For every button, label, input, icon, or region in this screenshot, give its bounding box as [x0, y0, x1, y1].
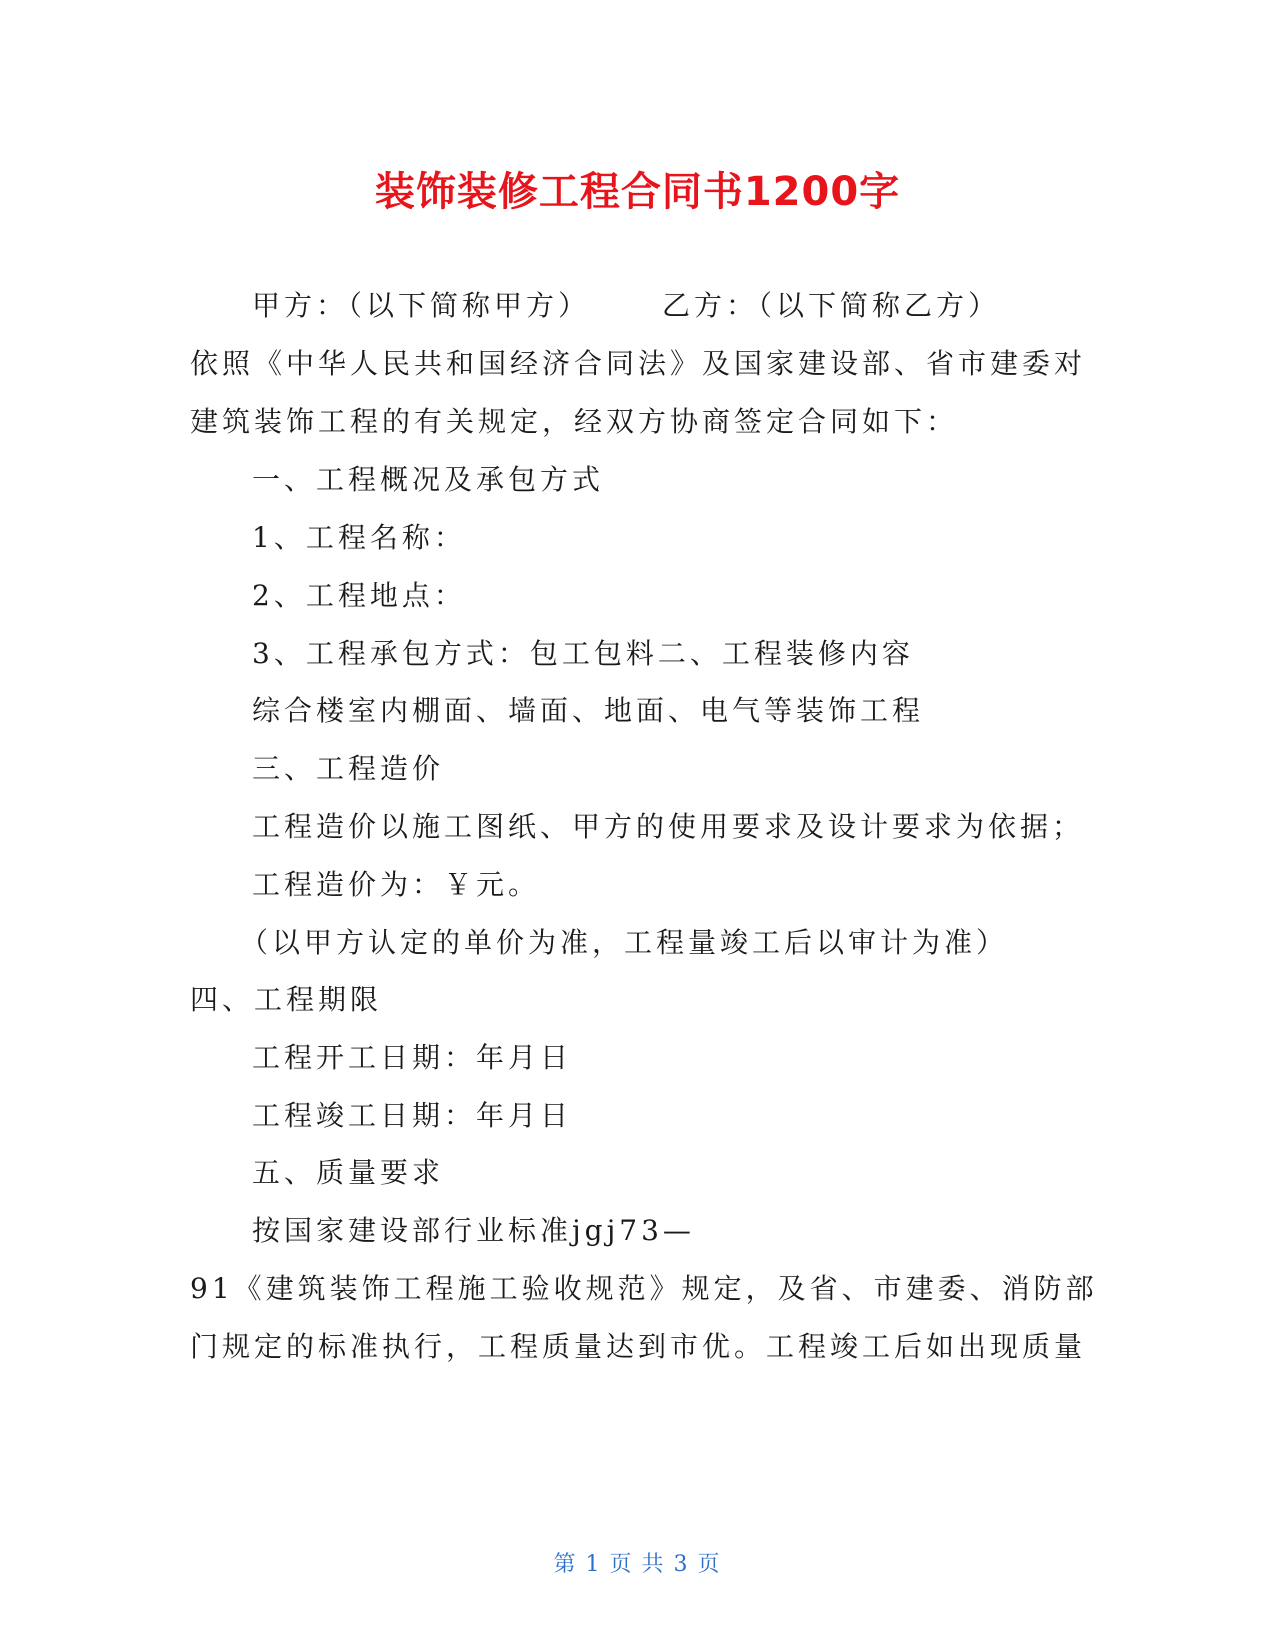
section-heading: 四、工程期限: [190, 983, 383, 1016]
document-title: 装饰装修工程合同书1200字: [374, 169, 901, 215]
section-heading: 三、工程造价: [252, 752, 445, 785]
party-a-label: 甲方：（以下简称甲方）: [252, 289, 591, 322]
body-line: 综合楼室内棚面、墙面、地面、电气等装饰工程: [252, 694, 925, 727]
page-footer: [0, 1547, 1275, 1578]
party-b-label: 乙方：（以下简称乙方）: [662, 289, 1001, 322]
body-line: （以甲方认定的单价为准，工程量竣工后以审计为准）: [240, 926, 1009, 959]
body-line: 3、工程承包方式：包工包料二、工程装修内容: [252, 637, 914, 670]
body-line: 工程造价以施工图纸、甲方的使用要求及设计要求为依据；: [252, 810, 1085, 843]
footer-total-pages: 3: [673, 1552, 690, 1577]
footer-total-of: 页: [697, 1552, 722, 1577]
body-line: 工程开工日期：年月日: [252, 1041, 573, 1074]
body-line: 依照《中华人民共和国经济合同法》及国家建设部、省市建委对: [190, 347, 1087, 380]
footer-total-word: 共: [641, 1552, 666, 1577]
body-line: 工程造价为：￥元。: [252, 868, 541, 901]
section-heading: 一、工程概况及承包方式: [252, 463, 605, 496]
footer-page-number: 1: [585, 1552, 602, 1577]
body-line: 91《建筑装饰工程施工验收规范》规定，及省、市建委、消防部: [190, 1272, 1098, 1305]
body-line: 2、工程地点：: [252, 579, 466, 612]
body-line: 1、工程名称：: [252, 521, 466, 554]
body-line: 按国家建设部行业标准jgj73—: [252, 1214, 695, 1247]
footer-page-word: 第: [553, 1552, 578, 1577]
body-line: 建筑装饰工程的有关规定，经双方协商签定合同如下：: [190, 405, 959, 438]
parties-line: [252, 288, 1000, 324]
body-line: 门规定的标准执行，工程质量达到市优。工程竣工后如出现质量: [190, 1330, 1087, 1363]
body-line: 工程竣工日期：年月日: [252, 1099, 573, 1132]
section-heading: 五、质量要求: [252, 1156, 445, 1189]
footer-page-of: 页: [609, 1552, 634, 1577]
